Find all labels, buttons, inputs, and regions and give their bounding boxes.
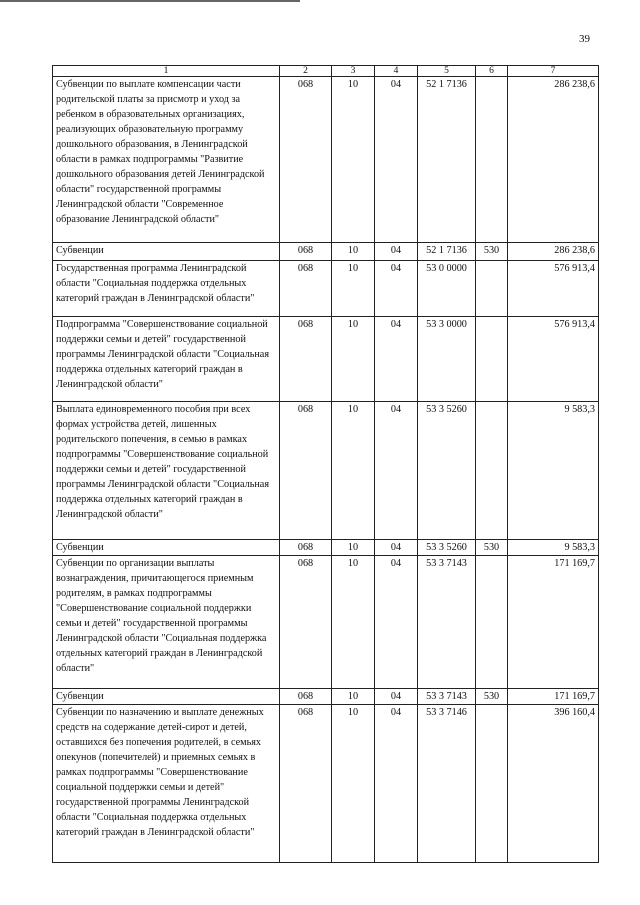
row-type [476, 402, 508, 540]
table-row [53, 540, 599, 556]
row-type [476, 261, 508, 317]
row-name: Субвенции [53, 243, 280, 261]
row-target: 53 3 5260 [418, 540, 476, 556]
row-type: 530 [476, 689, 508, 705]
row-target: 52 1 7136 [418, 243, 476, 261]
header-cell: 3 [332, 66, 375, 77]
row-amount: 396 160,4 [508, 705, 599, 863]
row-subsection: 04 [375, 556, 418, 689]
table-row [53, 689, 599, 705]
table-row [53, 77, 599, 243]
row-subsection: 04 [375, 261, 418, 317]
row-subsection: 04 [375, 540, 418, 556]
row-subsection: 04 [375, 317, 418, 402]
row-name: Подпрограмма "Совершенствование социальной поддержки семьи и детей" государственной программы Ленинградской области "Социальная поддержка отдельных категорий граждан в Ленинградской области" [53, 317, 280, 402]
row-section: 10 [332, 243, 375, 261]
row-ministry: 068 [280, 77, 332, 243]
table-row [53, 243, 599, 261]
header-row [53, 66, 599, 77]
row-name: Субвенции по выплате компенсации части родительской платы за присмотр и уход за ребенком в образовательных организациях, реализующих образовательную программу дошкольного образования, в Ленинградской области в рамках подпрограммы "Развитие дошкольного образования детей Ленинградской области" государственной программы Ленинградской области "Современное образование Ленинградской области" [53, 77, 280, 243]
row-type [476, 77, 508, 243]
scan-top-edge [0, 0, 300, 2]
row-subsection: 04 [375, 705, 418, 863]
row-amount: 286 238,6 [508, 243, 599, 261]
table-row [53, 261, 599, 317]
row-subsection: 04 [375, 689, 418, 705]
row-name: Субвенции [53, 689, 280, 705]
row-section: 10 [332, 705, 375, 863]
row-ministry: 068 [280, 402, 332, 540]
header-cell: 6 [476, 66, 508, 77]
row-name: Государственная программа Ленинградской области "Социальная поддержка отдельных категорий граждан в Ленинградской области" [53, 261, 280, 317]
row-section: 10 [332, 77, 375, 243]
row-target: 53 3 0000 [418, 317, 476, 402]
header-cell: 4 [375, 66, 418, 77]
row-section: 10 [332, 689, 375, 705]
row-ministry: 068 [280, 540, 332, 556]
row-name: Субвенции по назначению и выплате денежных средств на содержание детей-сирот и детей, оставшихся без попечения родителей, в семьях опекунов (попечителей) и приемных семьях в рамках подпрограммы "Совершенствование социальной поддержки семьи и детей" государственной программы Ленинградской области "Социальная поддержка отдельных категорий граждан в Ленинградской области" [53, 705, 280, 863]
budget-table [52, 65, 599, 863]
row-section: 10 [332, 402, 375, 540]
row-name: Субвенции по организации выплаты вознаграждения, причитающегося приемным родителям, в рамках подпрограммы "Совершенствование социальной поддержки семьи и детей" государственной программы Ленинградской области "Социальная поддержка отдельных категорий граждан в Ленинградской области" [53, 556, 280, 689]
row-section: 10 [332, 261, 375, 317]
row-subsection: 04 [375, 243, 418, 261]
row-amount: 576 913,4 [508, 317, 599, 402]
header-cell: 1 [53, 66, 280, 77]
row-target: 53 3 7146 [418, 705, 476, 863]
row-amount: 171 169,7 [508, 556, 599, 689]
header-cell: 2 [280, 66, 332, 77]
row-section: 10 [332, 540, 375, 556]
table-row [53, 317, 599, 402]
row-name: Субвенции [53, 540, 280, 556]
row-section: 10 [332, 556, 375, 689]
row-type [476, 705, 508, 863]
row-target: 52 1 7136 [418, 77, 476, 243]
row-ministry: 068 [280, 243, 332, 261]
row-target: 53 3 7143 [418, 556, 476, 689]
row-target: 53 0 0000 [418, 261, 476, 317]
header-cell: 7 [508, 66, 599, 77]
row-section: 10 [332, 317, 375, 402]
row-target: 53 3 5260 [418, 402, 476, 540]
header-cell: 5 [418, 66, 476, 77]
row-name: Выплата единовременного пособия при всех формах устройства детей, лишенных родительского попечения, в семью в рамках подпрограммы "Совершенствование социальной поддержки семьи и детей" государственной программы Ленинградской области "Социальная поддержка отдельных категорий граждан в Ленинградской области" [53, 402, 280, 540]
row-ministry: 068 [280, 261, 332, 317]
row-type [476, 556, 508, 689]
page-number: 39 [579, 33, 590, 45]
row-type: 530 [476, 243, 508, 261]
table-row [53, 556, 599, 689]
table-row [53, 705, 599, 863]
row-target: 53 3 7143 [418, 689, 476, 705]
row-amount: 9 583,3 [508, 402, 599, 540]
row-subsection: 04 [375, 77, 418, 243]
row-amount: 9 583,3 [508, 540, 599, 556]
row-ministry: 068 [280, 689, 332, 705]
row-amount: 286 238,6 [508, 77, 599, 243]
row-ministry: 068 [280, 556, 332, 689]
row-amount: 171 169,7 [508, 689, 599, 705]
row-type [476, 317, 508, 402]
row-subsection: 04 [375, 402, 418, 540]
row-ministry: 068 [280, 317, 332, 402]
row-amount: 576 913,4 [508, 261, 599, 317]
table-row [53, 402, 599, 540]
row-ministry: 068 [280, 705, 332, 863]
row-type: 530 [476, 540, 508, 556]
